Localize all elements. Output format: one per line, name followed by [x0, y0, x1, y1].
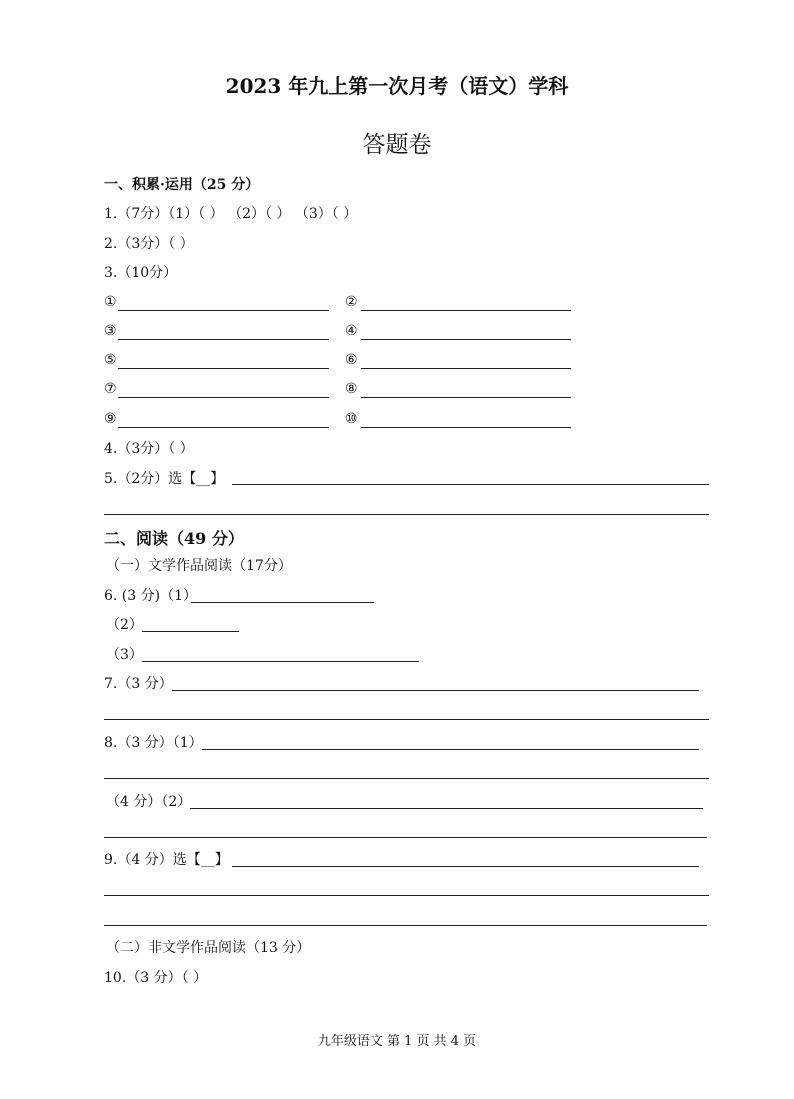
q3-item-5-label: ⑤ — [104, 352, 117, 368]
question-1: 1.（7分）（1）（ ） （2）（ ） （3）（ ） — [104, 206, 358, 222]
page-title: 2023 年九上第一次月考（语文）学科 — [225, 74, 569, 98]
question-5: 5.（2分）选【__】 — [104, 471, 225, 487]
section1-heading: 一、积累·运用（25 分） — [104, 177, 260, 193]
section2-heading: 二、阅读（49 分） — [104, 529, 244, 548]
question-3: 3.（10分） — [104, 265, 178, 281]
q3-item-8-label: ⑧ — [345, 381, 358, 397]
question-2: 2.（3分）（ ） — [104, 236, 194, 252]
page-footer: 九年级语文 第 1 页 共 4 页 — [317, 1034, 477, 1049]
q8-2-answer-line-1[interactable] — [190, 808, 703, 809]
q3-item-6-line[interactable] — [361, 368, 571, 369]
q3-item-3-label: ③ — [104, 323, 117, 339]
q3-item-2-label: ② — [345, 294, 358, 310]
question-7: 7.（3 分） — [104, 676, 173, 692]
question-6-3: （3） — [106, 647, 143, 663]
q7-answer-line-2[interactable] — [104, 719, 709, 720]
q3-item-4-label: ④ — [345, 323, 358, 339]
question-10: 10.（3 分）（ ） — [104, 970, 208, 986]
q9-answer-line-3[interactable] — [104, 925, 707, 926]
q9-answer-line-2[interactable] — [104, 895, 709, 896]
q6-3-answer-line[interactable] — [142, 661, 419, 662]
q3-item-4-line[interactable] — [361, 339, 571, 340]
q3-item-10-line[interactable] — [361, 427, 571, 428]
q3-item-8-line[interactable] — [361, 397, 571, 398]
section2-part2-heading: （二）非文学作品阅读（13 分） — [106, 940, 311, 956]
q3-item-9-label: ⑨ — [104, 411, 117, 427]
question-4: 4.（3分）（ ） — [104, 441, 194, 457]
q3-item-10-label: ⑩ — [345, 411, 358, 427]
q6-1-answer-line[interactable] — [191, 602, 374, 603]
q6-2-answer-line[interactable] — [142, 631, 239, 632]
q8-1-answer-line-2[interactable] — [104, 778, 709, 779]
q3-item-2-line[interactable] — [361, 310, 571, 311]
question-6-2: （2） — [106, 617, 143, 633]
q8-1-answer-line-1[interactable] — [202, 749, 699, 750]
question-8-2: （4 分）（2） — [106, 794, 192, 810]
q8-2-answer-line-2[interactable] — [104, 837, 707, 838]
q3-item-7-label: ⑦ — [104, 381, 117, 397]
question-8: 8.（3 分）（1） — [104, 735, 203, 751]
q5-answer-line-1[interactable] — [232, 484, 709, 485]
question-9: 9.（4 分）选【__】 — [104, 852, 229, 868]
q3-item-1-line[interactable] — [118, 310, 329, 311]
q3-item-6-label: ⑥ — [345, 352, 358, 368]
q5-answer-line-2[interactable] — [104, 514, 709, 515]
q3-item-1-label: ① — [104, 294, 117, 310]
q3-item-7-line[interactable] — [118, 397, 329, 398]
q7-answer-line-1[interactable] — [172, 690, 699, 691]
question-6: 6. (3 分)（1） — [104, 588, 197, 604]
page-subtitle: 答题卷 — [362, 132, 432, 158]
q9-answer-line-1[interactable] — [232, 866, 699, 867]
q3-item-3-line[interactable] — [118, 339, 329, 340]
q3-item-5-line[interactable] — [118, 368, 329, 369]
q3-item-9-line[interactable] — [118, 427, 329, 428]
section2-part1-heading: （一）文学作品阅读（17分） — [106, 558, 292, 574]
